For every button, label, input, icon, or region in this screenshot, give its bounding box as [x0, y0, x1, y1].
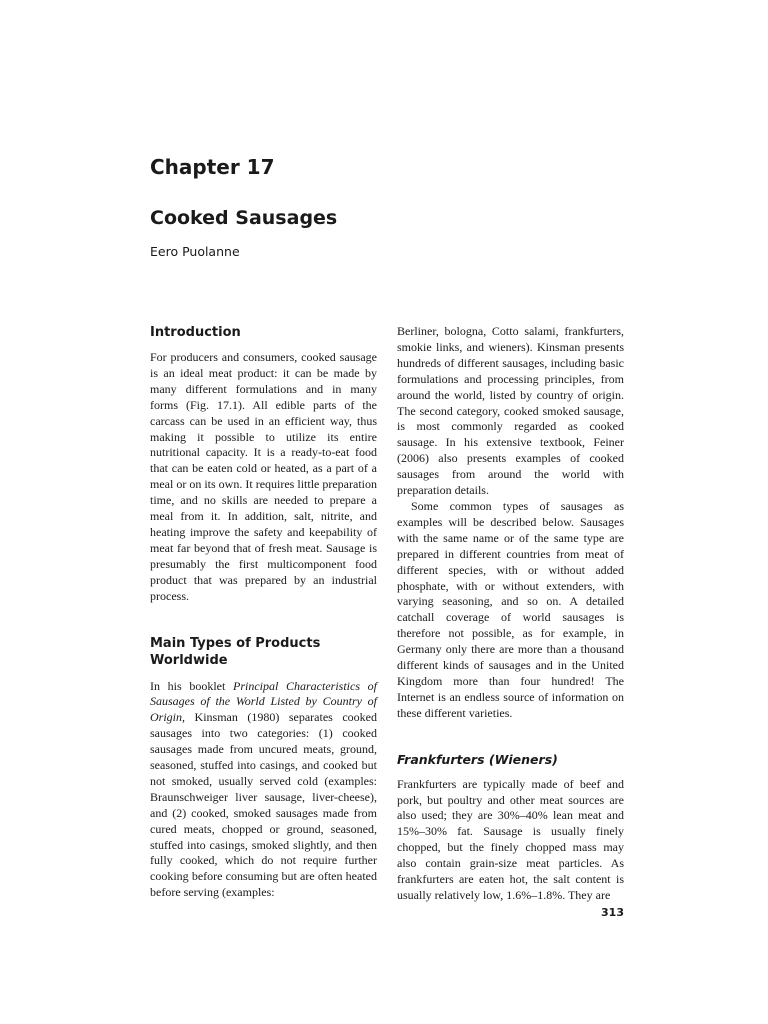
main-types-paragraph	[150, 679, 377, 902]
subsection-heading-frankfurters: Frankfurters (Wieners)	[397, 751, 558, 767]
chapter-title: Cooked Sausages	[150, 207, 338, 229]
chapter-author: Eero Puolanne	[150, 244, 240, 259]
left-column	[150, 324, 377, 901]
common-types-paragraph: Some common types of sausages as examples will be described below. Sausages with the same name or of the same type are prepared in different countries from meat of different species, with or without added phosphate, with or without extenders, with varying seasoning, and so on. A detailed catchall coverage of world sausages is therefore not possible, as for example, in Germany only there are more than a thousand different kinds of sausages and in the United Kingdom more than four hundred! The Internet is an endless source of information on these different varieties.	[397, 498, 624, 720]
page-number: 313	[601, 906, 624, 919]
booklet-title: Principal Characteristics of Sausages of the World Listed by Country of Origin	[150, 678, 377, 725]
right-column	[397, 324, 624, 904]
main-types-text-start: In his booklet	[150, 678, 233, 693]
main-types-text-rest: , Kinsman (1980) separates cooked sausages into two categories: (1) cooked sausages made from uncured meats, ground, seasoned, stuffed into casings, and cooked but not smoked, usually served cold (examples: Braunschweiger liver sausage, liver-cheese), and (2) cooked, smoked sausages made from cured meats, chopped or ground, seasoned, stuffed into casings, smoked slightly, and then fully cooked, which do not require further cooking before consuming but are often heated before serving (examples:	[150, 710, 377, 900]
section-heading-introduction: Introduction	[150, 325, 241, 340]
frankfurters-paragraph: Frankfurters are typically made of beef and pork, but poultry and other meat sources are also used; they are 30%–40% lean meat and 15%–30% fat. Sausage is usually finely chopped, but the finely chopped mass may also contain grain-size meat particles. As frankfurters are eaten hot, the salt content is usually relatively low, 1.6%–1.8%. They are	[397, 776, 624, 902]
chapter-number: Chapter 17	[150, 155, 275, 179]
section-heading-main-types: Main Types of Products Worldwide	[150, 635, 321, 668]
introduction-paragraph: For producers and consumers, cooked sausage is an ideal meat product: it can be made by many different formulations and in many forms (Fig. 17.1). All edible parts of the carcass can be used in an efficient way, thus making it possible to utilize its entire nutritional capacity. It is a ready-to-eat food that can be eaten cold or heated, as a part of a meal or on its own. It requires little preparation time, and no skills are needed to prepare a meal from it. In addition, salt, nitrite, and heating improve the safety and keepability of meat far beyond that of fresh meat. Sausage is presumably the first multicomponent food product that was prepared by an industrial process.	[150, 350, 377, 603]
continued-paragraph: Berliner, bologna, Cotto salami, frankfurters, smokie links, and wieners). Kinsman presents hundreds of different sausages, including basic formulations and processing principles, from around the world, listed by country of origin. The second category, cooked smoked sausage, is most commonly regarded as cooked sausage. In his extensive textbook, Feiner (2006) also presents examples of cooked sausages from around the world with preparation details.	[397, 324, 624, 498]
